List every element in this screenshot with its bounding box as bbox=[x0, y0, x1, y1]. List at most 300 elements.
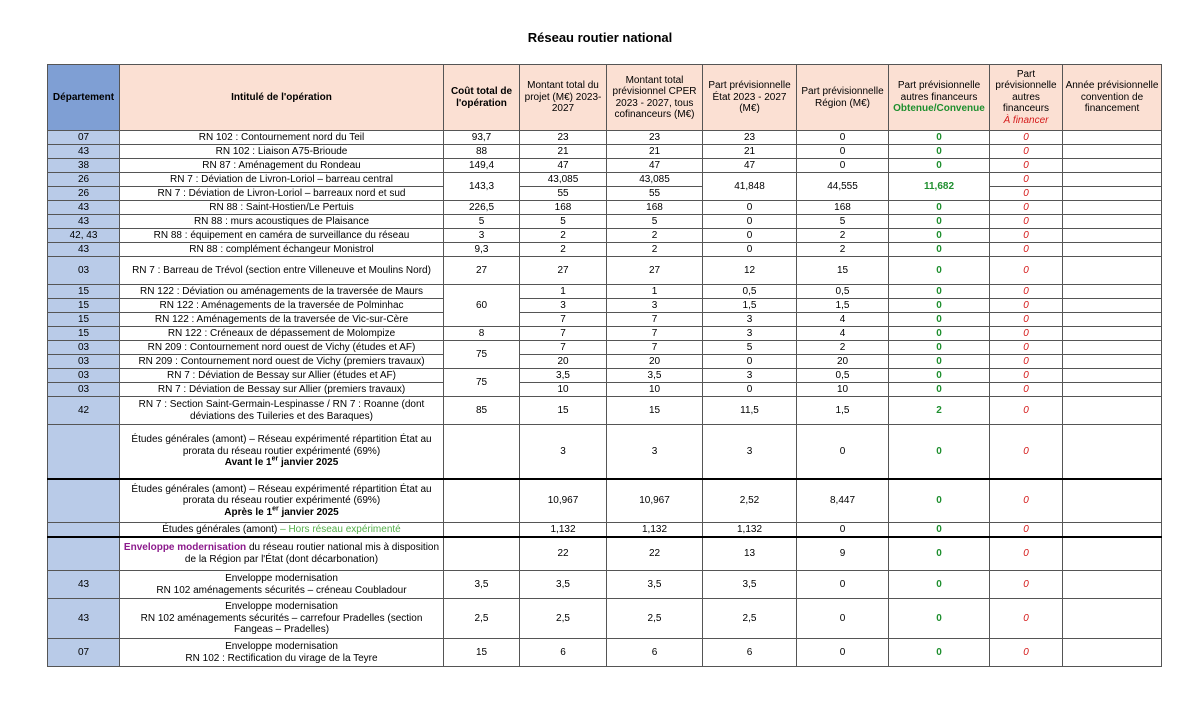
cell-operation: RN 87 : Aménagement du Rondeau bbox=[120, 159, 444, 173]
cell-region: 2 bbox=[797, 243, 889, 257]
cell-etat: 3 bbox=[703, 369, 797, 383]
cell-departement: 26 bbox=[48, 173, 120, 187]
header-row bbox=[48, 65, 1162, 131]
cell-projet: 3,5 bbox=[520, 571, 607, 599]
cell-annee bbox=[1063, 571, 1162, 599]
cell-operation: RN 7 : Section Saint-Germain-Lespinasse / RN 7 : Roanne (dont déviations des Tuileries et des Baraques) bbox=[120, 397, 444, 425]
cell-operation: RN 7 : Déviation de Bessay sur Allier (études et AF) bbox=[120, 369, 444, 383]
header-part-af-label: Part prévisionnelle autres financeurs bbox=[995, 68, 1057, 115]
cell-obtenue: 0 bbox=[889, 383, 990, 397]
cell-operation: RN 88 : Saint-Hostien/Le Pertuis bbox=[120, 201, 444, 215]
cell-projet: 55 bbox=[520, 187, 607, 201]
cell-operation bbox=[120, 425, 444, 479]
cell-region: 5 bbox=[797, 215, 889, 229]
table-row bbox=[48, 173, 1162, 187]
cell-etat: 11,5 bbox=[703, 397, 797, 425]
cell-departement: 15 bbox=[48, 285, 120, 299]
cell-etat: 0 bbox=[703, 383, 797, 397]
header-part-region: Part prévisionnelle Région (M€) bbox=[797, 65, 889, 131]
cell-cper: 21 bbox=[607, 145, 703, 159]
cell-region: 44,555 bbox=[797, 173, 889, 201]
table-row bbox=[48, 369, 1162, 383]
cell-operation bbox=[120, 523, 444, 537]
cell-etat: 0 bbox=[703, 201, 797, 215]
cell-operation: RN 7 : Déviation de Livron-Loriol – barreau central bbox=[120, 173, 444, 187]
cell-obtenue: 0 bbox=[889, 369, 990, 383]
cell-a-financer: 0 bbox=[990, 327, 1063, 341]
cell-annee bbox=[1063, 145, 1162, 159]
cell-a-financer: 0 bbox=[990, 187, 1063, 201]
cell-operation: RN 88 : équipement en caméra de surveillance du réseau bbox=[120, 229, 444, 243]
cell-cper: 3 bbox=[607, 425, 703, 479]
cell-cout: 5 bbox=[444, 215, 520, 229]
cell-obtenue: 0 bbox=[889, 425, 990, 479]
cell-region: 2 bbox=[797, 229, 889, 243]
cell-cper: 7 bbox=[607, 313, 703, 327]
table-row bbox=[48, 145, 1162, 159]
cell-cper: 2 bbox=[607, 243, 703, 257]
cell-obtenue: 0 bbox=[889, 201, 990, 215]
cell-cout: 93,7 bbox=[444, 131, 520, 145]
cell-operation bbox=[120, 599, 444, 639]
operation-text: Enveloppe modernisation bbox=[225, 601, 338, 613]
cell-departement: 43 bbox=[48, 571, 120, 599]
cell-region: 0,5 bbox=[797, 369, 889, 383]
table-row bbox=[48, 425, 1162, 479]
cell-cper: 10,967 bbox=[607, 479, 703, 523]
cell-projet: 168 bbox=[520, 201, 607, 215]
cell-cout: 9,3 bbox=[444, 243, 520, 257]
cell-cout: 27 bbox=[444, 257, 520, 285]
operation-date-label: Avant le 1er janvier 2025 bbox=[224, 455, 339, 468]
cell-obtenue: 0 bbox=[889, 285, 990, 299]
cell-a-financer: 0 bbox=[990, 313, 1063, 327]
cell-departement: 15 bbox=[48, 327, 120, 341]
cell-projet: 43,085 bbox=[520, 173, 607, 187]
table-row bbox=[48, 341, 1162, 355]
cell-annee bbox=[1063, 523, 1162, 537]
cell-obtenue: 11,682 bbox=[889, 173, 990, 201]
cell-cout bbox=[444, 537, 520, 571]
cell-projet: 3,5 bbox=[520, 369, 607, 383]
cell-region: 20 bbox=[797, 355, 889, 369]
cell-annee bbox=[1063, 201, 1162, 215]
cell-cper: 2 bbox=[607, 229, 703, 243]
cell-projet: 7 bbox=[520, 327, 607, 341]
cell-departement: 43 bbox=[48, 145, 120, 159]
cell-a-financer: 0 bbox=[990, 341, 1063, 355]
cell-obtenue: 0 bbox=[889, 313, 990, 327]
cell-departement: 15 bbox=[48, 299, 120, 313]
header-obtenue-label: Obtenue/Convenue bbox=[893, 103, 985, 115]
cell-a-financer: 0 bbox=[990, 201, 1063, 215]
cell-region: 4 bbox=[797, 327, 889, 341]
cell-a-financer: 0 bbox=[990, 369, 1063, 383]
cell-cout bbox=[444, 479, 520, 523]
operation-hors-reseau: – Hors réseau expérimenté bbox=[277, 523, 401, 535]
cell-departement: 03 bbox=[48, 383, 120, 397]
header-part-autres-label: Part prévisionnelle autres financeurs bbox=[897, 80, 981, 103]
cell-etat: 13 bbox=[703, 537, 797, 571]
cell-annee bbox=[1063, 229, 1162, 243]
cell-cper: 43,085 bbox=[607, 173, 703, 187]
cell-a-financer: 0 bbox=[990, 285, 1063, 299]
cell-operation: RN 102 : Contournement nord du Teil bbox=[120, 131, 444, 145]
cell-annee bbox=[1063, 369, 1162, 383]
operation-text: du réseau routier national mis à disposition de la Région par l'État (dont décarbonation) bbox=[184, 542, 440, 565]
cell-projet: 27 bbox=[520, 257, 607, 285]
cell-annee bbox=[1063, 425, 1162, 479]
cell-cout: 75 bbox=[444, 369, 520, 397]
cell-annee bbox=[1063, 299, 1162, 313]
cell-region: 0 bbox=[797, 425, 889, 479]
cell-cper: 3,5 bbox=[607, 369, 703, 383]
cell-a-financer: 0 bbox=[990, 355, 1063, 369]
cell-projet: 5 bbox=[520, 215, 607, 229]
cell-region: 4 bbox=[797, 313, 889, 327]
cell-projet: 10,967 bbox=[520, 479, 607, 523]
cell-annee bbox=[1063, 397, 1162, 425]
cell-projet: 23 bbox=[520, 131, 607, 145]
table-row bbox=[48, 571, 1162, 599]
table-row bbox=[48, 537, 1162, 571]
cell-departement: 03 bbox=[48, 257, 120, 285]
cell-operation bbox=[120, 571, 444, 599]
cell-projet: 47 bbox=[520, 159, 607, 173]
cell-projet: 7 bbox=[520, 341, 607, 355]
cell-a-financer: 0 bbox=[990, 425, 1063, 479]
table-row bbox=[48, 599, 1162, 639]
cell-projet: 1 bbox=[520, 285, 607, 299]
cell-a-financer: 0 bbox=[990, 537, 1063, 571]
table-row bbox=[48, 479, 1162, 523]
cell-cout: 75 bbox=[444, 341, 520, 369]
cell-obtenue: 0 bbox=[889, 215, 990, 229]
cell-annee bbox=[1063, 313, 1162, 327]
operation-date-label: Après le 1er janvier 2025 bbox=[224, 505, 339, 518]
cell-cout: 2,5 bbox=[444, 599, 520, 639]
cell-annee bbox=[1063, 215, 1162, 229]
cell-cper: 22 bbox=[607, 537, 703, 571]
cell-obtenue: 0 bbox=[889, 537, 990, 571]
cell-projet: 3 bbox=[520, 299, 607, 313]
cell-projet: 7 bbox=[520, 313, 607, 327]
table-row bbox=[48, 201, 1162, 215]
cell-cper: 47 bbox=[607, 159, 703, 173]
cell-region: 0 bbox=[797, 639, 889, 667]
cell-etat: 0 bbox=[703, 215, 797, 229]
cell-projet: 22 bbox=[520, 537, 607, 571]
table-row bbox=[48, 229, 1162, 243]
cell-projet: 6 bbox=[520, 639, 607, 667]
cell-a-financer: 0 bbox=[990, 383, 1063, 397]
cell-departement bbox=[48, 537, 120, 571]
cell-departement: 03 bbox=[48, 369, 120, 383]
cell-cper: 1,132 bbox=[607, 523, 703, 537]
cell-obtenue: 0 bbox=[889, 327, 990, 341]
cell-etat: 0 bbox=[703, 355, 797, 369]
cell-obtenue: 0 bbox=[889, 159, 990, 173]
cell-cper: 3 bbox=[607, 299, 703, 313]
cell-operation: RN 122 : Aménagements de la traversée de Vic-sur-Cère bbox=[120, 313, 444, 327]
cell-projet: 3 bbox=[520, 425, 607, 479]
cell-annee bbox=[1063, 479, 1162, 523]
cell-annee bbox=[1063, 257, 1162, 285]
cell-departement: 42 bbox=[48, 397, 120, 425]
cell-departement bbox=[48, 479, 120, 523]
header-departement: Département bbox=[48, 65, 120, 131]
cell-a-financer: 0 bbox=[990, 599, 1063, 639]
cell-annee bbox=[1063, 639, 1162, 667]
table-row bbox=[48, 639, 1162, 667]
cell-cper: 15 bbox=[607, 397, 703, 425]
cell-obtenue: 0 bbox=[889, 639, 990, 667]
cell-cout bbox=[444, 523, 520, 537]
cell-region: 15 bbox=[797, 257, 889, 285]
operation-subtext: RN 102 : Rectification du virage de la Teyre bbox=[185, 652, 378, 664]
table-row bbox=[48, 285, 1162, 299]
cell-obtenue: 0 bbox=[889, 341, 990, 355]
table-row bbox=[48, 313, 1162, 327]
cell-departement: 43 bbox=[48, 599, 120, 639]
cell-departement: 15 bbox=[48, 313, 120, 327]
cell-cout: 149,4 bbox=[444, 159, 520, 173]
cell-etat: 0 bbox=[703, 243, 797, 257]
cell-etat: 0 bbox=[703, 229, 797, 243]
cell-departement: 07 bbox=[48, 131, 120, 145]
cell-region: 0 bbox=[797, 523, 889, 537]
cell-cper: 168 bbox=[607, 201, 703, 215]
cell-obtenue: 0 bbox=[889, 599, 990, 639]
cell-operation: RN 88 : murs acoustiques de Plaisance bbox=[120, 215, 444, 229]
cell-etat: 41,848 bbox=[703, 173, 797, 201]
cell-operation: RN 7 : Déviation de Livron-Loriol – barreaux nord et sud bbox=[120, 187, 444, 201]
cell-operation: RN 122 : Aménagements de la traversée de Polminhac bbox=[120, 299, 444, 313]
cell-a-financer: 0 bbox=[990, 523, 1063, 537]
cell-cper: 2,5 bbox=[607, 599, 703, 639]
cell-departement: 03 bbox=[48, 355, 120, 369]
cell-etat: 23 bbox=[703, 131, 797, 145]
cell-annee bbox=[1063, 599, 1162, 639]
cell-projet: 10 bbox=[520, 383, 607, 397]
operation-text: Études générales (amont) – Réseau expérimenté répartition État au prorata du réseau routier expérimenté (69%) bbox=[131, 434, 432, 457]
cell-obtenue: 0 bbox=[889, 145, 990, 159]
operation-text: Études générales (amont) bbox=[162, 523, 278, 535]
cell-obtenue: 0 bbox=[889, 229, 990, 243]
operation-text: Études générales (amont) – Réseau expérimenté répartition État au prorata du réseau routier expérimenté (69%) bbox=[131, 483, 432, 506]
cell-projet: 2,5 bbox=[520, 599, 607, 639]
cell-cper: 27 bbox=[607, 257, 703, 285]
cell-cper: 3,5 bbox=[607, 571, 703, 599]
cell-a-financer: 0 bbox=[990, 229, 1063, 243]
cell-operation: RN 7 : Barreau de Trévol (section entre Villeneuve et Moulins Nord) bbox=[120, 257, 444, 285]
cell-a-financer: 0 bbox=[990, 173, 1063, 187]
cell-projet: 1,132 bbox=[520, 523, 607, 537]
table-row bbox=[48, 187, 1162, 201]
header-annee: Année prévisionnelle convention de financement bbox=[1063, 65, 1162, 131]
cell-cper: 1 bbox=[607, 285, 703, 299]
cell-cout: 60 bbox=[444, 285, 520, 327]
table-row bbox=[48, 215, 1162, 229]
cell-projet: 15 bbox=[520, 397, 607, 425]
table-row bbox=[48, 523, 1162, 537]
cell-region: 0 bbox=[797, 145, 889, 159]
cell-region: 10 bbox=[797, 383, 889, 397]
cell-obtenue: 0 bbox=[889, 355, 990, 369]
cell-annee bbox=[1063, 159, 1162, 173]
cell-region: 168 bbox=[797, 201, 889, 215]
cell-obtenue: 0 bbox=[889, 479, 990, 523]
header-part-autres-obtenue bbox=[889, 65, 990, 131]
cell-obtenue: 0 bbox=[889, 571, 990, 599]
cell-annee bbox=[1063, 383, 1162, 397]
table-row bbox=[48, 131, 1162, 145]
cell-etat: 3 bbox=[703, 313, 797, 327]
cell-etat: 3,5 bbox=[703, 571, 797, 599]
cell-etat: 3 bbox=[703, 327, 797, 341]
table-row bbox=[48, 243, 1162, 257]
cell-region: 0 bbox=[797, 159, 889, 173]
cell-departement: 03 bbox=[48, 341, 120, 355]
cell-cout: 15 bbox=[444, 639, 520, 667]
cell-obtenue: 0 bbox=[889, 131, 990, 145]
cell-operation: RN 122 : Créneaux de dépassement de Molompize bbox=[120, 327, 444, 341]
header-part-autres-a-financer bbox=[990, 65, 1063, 131]
cell-a-financer: 0 bbox=[990, 257, 1063, 285]
cell-cout: 85 bbox=[444, 397, 520, 425]
cell-annee bbox=[1063, 355, 1162, 369]
cell-cout: 226,5 bbox=[444, 201, 520, 215]
cell-region: 0,5 bbox=[797, 285, 889, 299]
cell-a-financer: 0 bbox=[990, 639, 1063, 667]
table-row bbox=[48, 257, 1162, 285]
cell-annee bbox=[1063, 537, 1162, 571]
cell-etat: 0,5 bbox=[703, 285, 797, 299]
cell-a-financer: 0 bbox=[990, 479, 1063, 523]
header-montant-cper: Montant total prévisionnel CPER 2023 - 2027, tous cofinanceurs (M€) bbox=[607, 65, 703, 131]
cell-etat: 1,5 bbox=[703, 299, 797, 313]
cell-cper: 7 bbox=[607, 341, 703, 355]
cell-cout: 3,5 bbox=[444, 571, 520, 599]
cell-operation bbox=[120, 479, 444, 523]
cell-cout: 8 bbox=[444, 327, 520, 341]
cell-operation: RN 209 : Contournement nord ouest de Vichy (études et AF) bbox=[120, 341, 444, 355]
cell-etat: 1,132 bbox=[703, 523, 797, 537]
cell-departement: 42, 43 bbox=[48, 229, 120, 243]
cell-annee bbox=[1063, 285, 1162, 299]
page-title: Réseau routier national bbox=[527, 30, 673, 45]
cell-cout: 88 bbox=[444, 145, 520, 159]
cell-obtenue: 0 bbox=[889, 299, 990, 313]
cell-cper: 7 bbox=[607, 327, 703, 341]
cell-cper: 5 bbox=[607, 215, 703, 229]
cell-region: 1,5 bbox=[797, 299, 889, 313]
operations-table bbox=[47, 64, 1162, 667]
cell-projet: 20 bbox=[520, 355, 607, 369]
cell-region: 0 bbox=[797, 131, 889, 145]
cell-etat: 2,5 bbox=[703, 599, 797, 639]
cell-cper: 55 bbox=[607, 187, 703, 201]
cell-annee bbox=[1063, 327, 1162, 341]
cell-departement: 26 bbox=[48, 187, 120, 201]
cell-annee bbox=[1063, 173, 1162, 187]
cell-departement: 43 bbox=[48, 201, 120, 215]
cell-a-financer: 0 bbox=[990, 131, 1063, 145]
cell-operation bbox=[120, 537, 444, 571]
table-row bbox=[48, 299, 1162, 313]
operation-text: Enveloppe modernisation bbox=[225, 573, 338, 584]
cell-operation: RN 209 : Contournement nord ouest de Vichy (premiers travaux) bbox=[120, 355, 444, 369]
header-part-etat: Part prévisionnelle État 2023 - 2027 (M€) bbox=[703, 65, 797, 131]
cell-operation: RN 88 : complément échangeur Monistrol bbox=[120, 243, 444, 257]
header-cout: Coût total de l'opération bbox=[444, 65, 520, 131]
cell-a-financer: 0 bbox=[990, 571, 1063, 599]
cell-operation bbox=[120, 639, 444, 667]
cell-obtenue: 0 bbox=[889, 523, 990, 537]
cell-cout bbox=[444, 425, 520, 479]
cell-operation: RN 102 : Liaison A75-Brioude bbox=[120, 145, 444, 159]
header-intitule: Intitulé de l'opération bbox=[120, 65, 444, 131]
cell-a-financer: 0 bbox=[990, 145, 1063, 159]
cell-region: 0 bbox=[797, 599, 889, 639]
cell-cper: 6 bbox=[607, 639, 703, 667]
cell-region: 0 bbox=[797, 571, 889, 599]
cell-cper: 23 bbox=[607, 131, 703, 145]
cell-region: 2 bbox=[797, 341, 889, 355]
cell-obtenue: 0 bbox=[889, 257, 990, 285]
operation-enveloppe-label: Enveloppe modernisation bbox=[123, 542, 247, 554]
cell-projet: 2 bbox=[520, 229, 607, 243]
cell-projet: 21 bbox=[520, 145, 607, 159]
operation-text: Enveloppe modernisation bbox=[225, 641, 338, 652]
cell-projet: 2 bbox=[520, 243, 607, 257]
cell-cper: 20 bbox=[607, 355, 703, 369]
cell-departement: 43 bbox=[48, 215, 120, 229]
cell-etat: 6 bbox=[703, 639, 797, 667]
cell-etat: 21 bbox=[703, 145, 797, 159]
cell-departement: 07 bbox=[48, 639, 120, 667]
table-row bbox=[48, 397, 1162, 425]
cell-obtenue: 0 bbox=[889, 243, 990, 257]
operation-subtext: RN 102 aménagements sécurités – carrefour Pradelles (section Fangeas – Pradelles) bbox=[140, 612, 423, 636]
operation-subtext: RN 102 aménagements sécurités – créneau Coubladour bbox=[156, 584, 407, 596]
cell-annee bbox=[1063, 341, 1162, 355]
cell-departement bbox=[48, 523, 120, 537]
cell-etat: 2,52 bbox=[703, 479, 797, 523]
table-row bbox=[48, 327, 1162, 341]
table-row bbox=[48, 355, 1162, 369]
cell-cout: 143,3 bbox=[444, 173, 520, 201]
cell-etat: 3 bbox=[703, 425, 797, 479]
cell-region: 9 bbox=[797, 537, 889, 571]
cell-obtenue: 2 bbox=[889, 397, 990, 425]
cell-annee bbox=[1063, 187, 1162, 201]
cell-etat: 12 bbox=[703, 257, 797, 285]
cell-region: 1,5 bbox=[797, 397, 889, 425]
cell-a-financer: 0 bbox=[990, 159, 1063, 173]
cell-cper: 10 bbox=[607, 383, 703, 397]
cell-departement: 38 bbox=[48, 159, 120, 173]
cell-departement bbox=[48, 425, 120, 479]
header-montant-projet: Montant total du projet (M€) 2023-2027 bbox=[520, 65, 607, 131]
cell-a-financer: 0 bbox=[990, 397, 1063, 425]
cell-etat: 47 bbox=[703, 159, 797, 173]
cell-annee bbox=[1063, 243, 1162, 257]
cell-operation: RN 7 : Déviation de Bessay sur Allier (premiers travaux) bbox=[120, 383, 444, 397]
cell-departement: 43 bbox=[48, 243, 120, 257]
header-a-financer-label: À financer bbox=[1003, 114, 1049, 126]
cell-operation: RN 122 : Déviation ou aménagements de la traversée de Maurs bbox=[120, 285, 444, 299]
